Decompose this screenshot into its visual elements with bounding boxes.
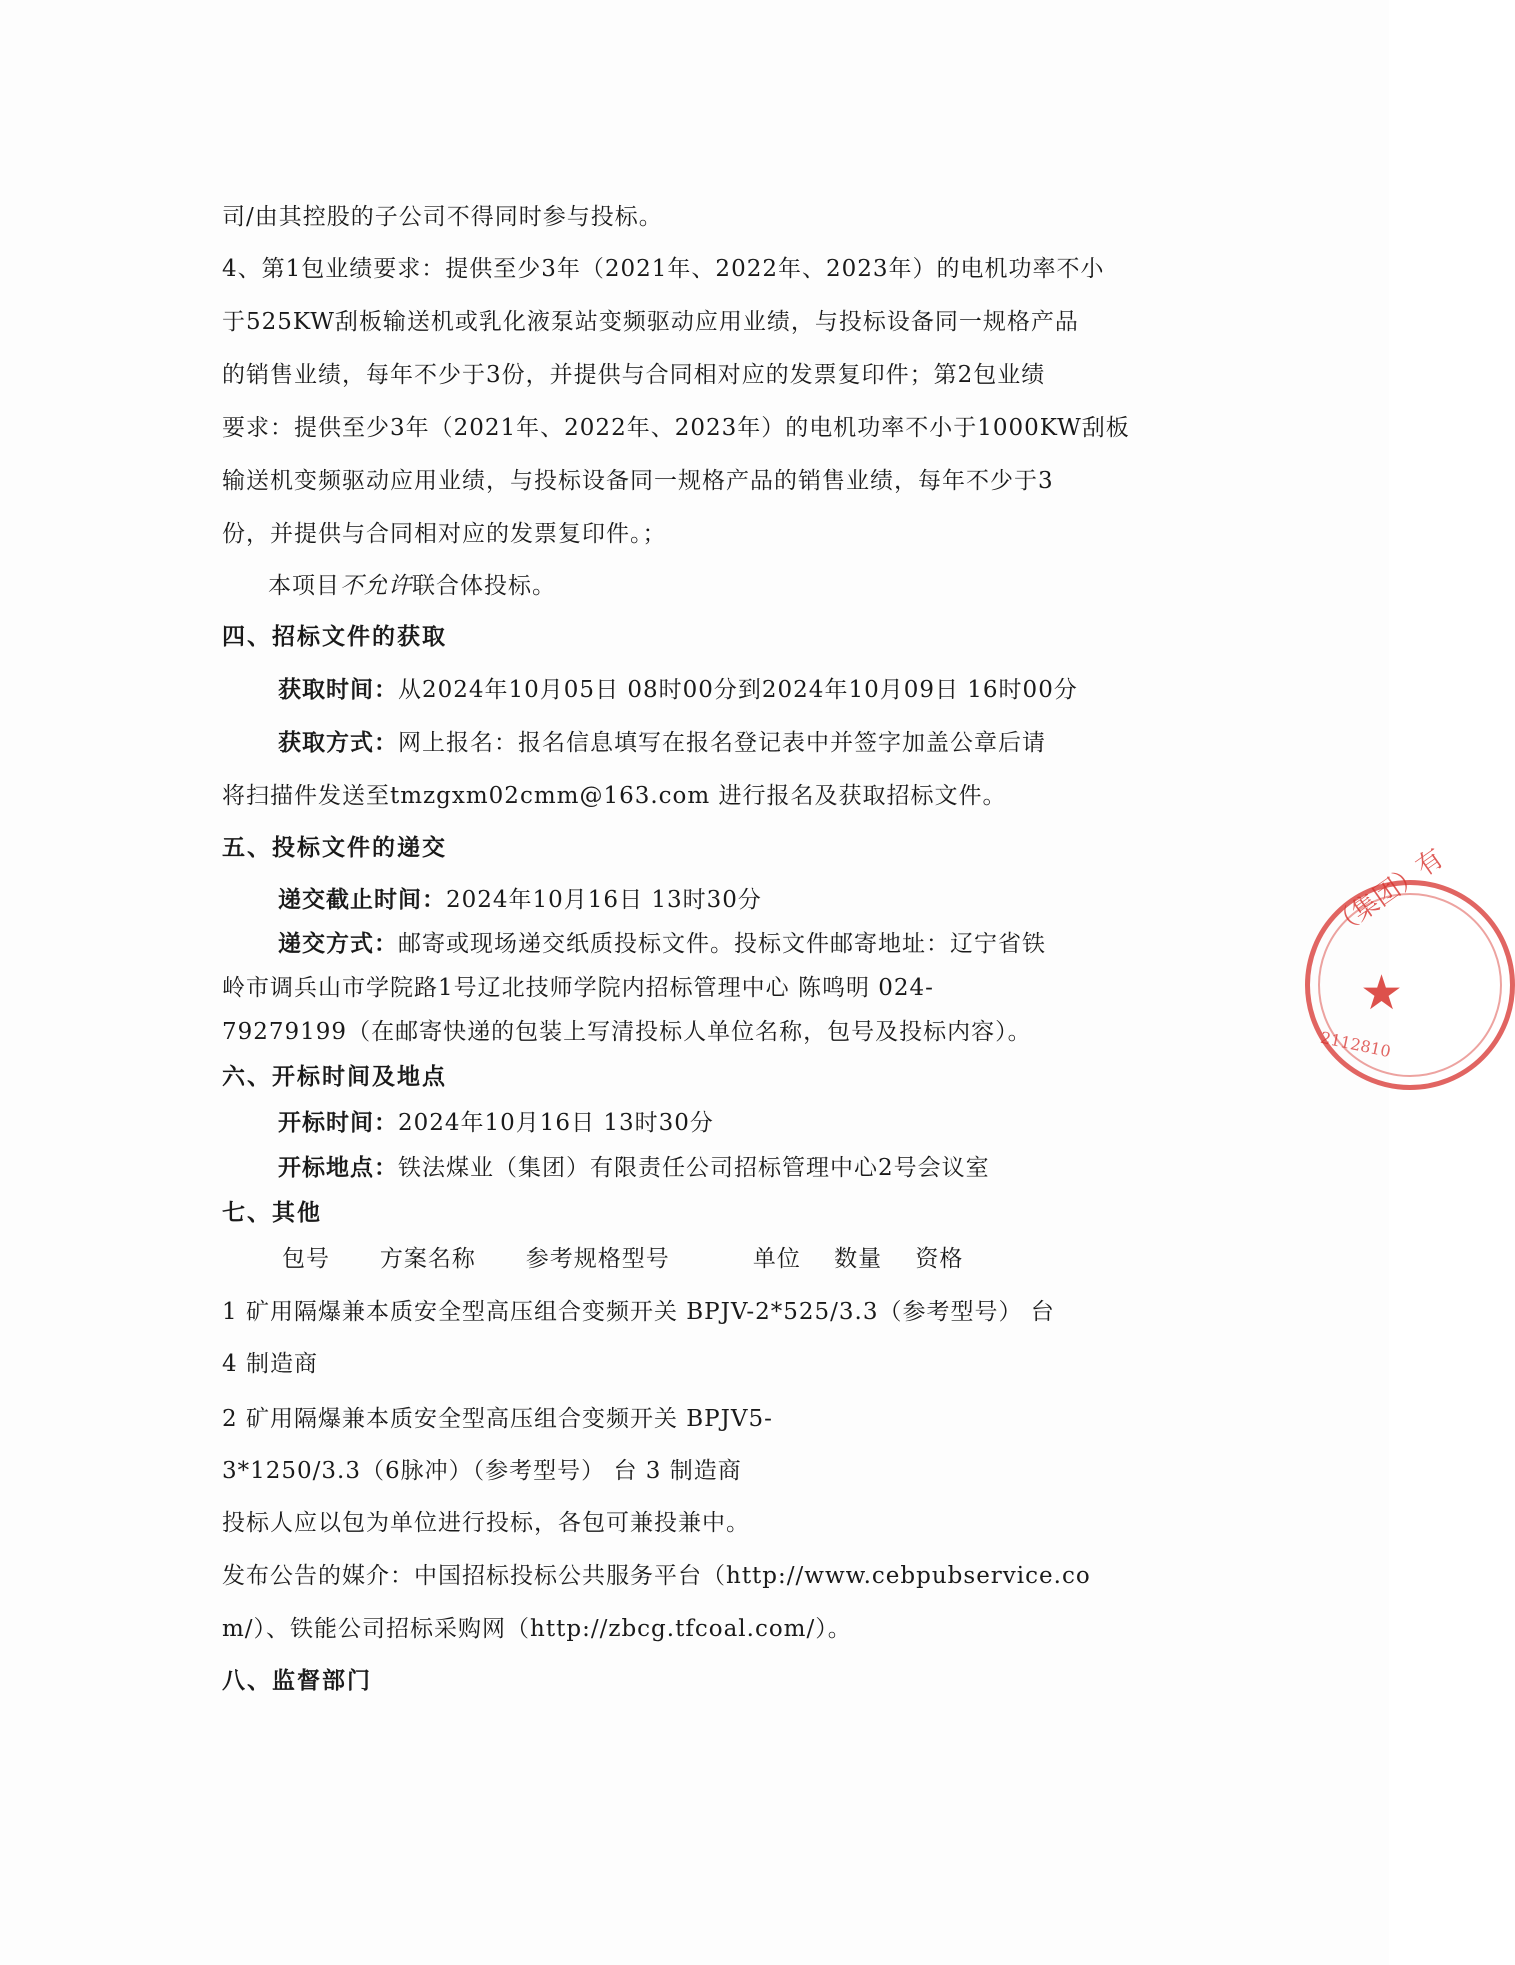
submit-method-label: 递交方式：: [278, 930, 398, 957]
submit-method-line: [278, 929, 1046, 959]
opening-place-value: 铁法煤业（集团）有限责任公司招标管理中心2号会议室: [398, 1155, 990, 1181]
package-row-2-cont: 3*1250/3.3（6脉冲）（参考型号） 台 3 制造商: [222, 1458, 742, 1484]
seal-code: 2112810: [1318, 1027, 1393, 1062]
company-seal-stamp: [1305, 843, 1515, 1090]
opening-place-line: [278, 1153, 990, 1183]
package-row-1: 1 矿用隔爆兼本质安全型高压组合变频开关 BPJV-2*525/3.3（参考型号） 台: [222, 1299, 1055, 1325]
section-heading-7: 七、其他: [222, 1200, 322, 1226]
acquire-method-value: 网上报名：报名信息填写在报名登记表中并签字加盖公章后请: [398, 730, 1046, 756]
acquire-time-line: [278, 675, 1078, 705]
acquire-method-label: 获取方式：: [278, 729, 398, 756]
text-line: 输送机变频驱动应用业绩，与投标设备同一规格产品的销售业绩，每年不少于3: [222, 468, 1054, 494]
section-heading-4: 四、招标文件的获取: [222, 624, 447, 650]
text-line: 岭市调兵山市学院路1号辽北技师学院内招标管理中心 陈鸣明 024-: [222, 975, 934, 1001]
package-row-2: 2 矿用隔爆兼本质安全型高压组合变频开关 BPJV5-: [222, 1406, 773, 1432]
text-line: 司/由其控股的子公司不得同时参与投标。: [222, 204, 663, 230]
section-heading-8: 八、监督部门: [222, 1668, 372, 1694]
opening-time-label: 开标时间：: [278, 1109, 398, 1136]
opening-place-label: 开标地点：: [278, 1154, 398, 1181]
text-line: 投标人应以包为单位进行投标，各包可兼投兼中。: [222, 1510, 750, 1536]
text-line: 79279199（在邮寄快递的包装上写清投标人单位名称，包号及投标内容）。: [222, 1019, 1032, 1045]
text-line: 4、第1包业绩要求：提供至少3年（2021年、2022年、2023年）的电机功率不小: [222, 256, 1105, 282]
acquire-method-line: [278, 728, 1046, 758]
deadline-label: 递交截止时间：: [278, 886, 446, 913]
deadline-value: 2024年10月16日 13时30分: [446, 887, 762, 913]
text-line: 发布公告的媒介：中国招标投标公共服务平台（http://www.cebpubservice.co: [222, 1563, 1091, 1589]
section-heading-6: 六、开标时间及地点: [222, 1064, 447, 1090]
section-heading-5: 五、投标文件的递交: [222, 835, 447, 861]
text-line: 份，并提供与合同相对应的发票复印件。；: [222, 521, 667, 547]
acquire-time-value: 从2024年10月05日 08时00分到2024年10月09日 16时00分: [398, 677, 1078, 703]
consortium-not-allowed: 不允许: [340, 573, 412, 599]
seal-text: （集团）有: [1325, 843, 1450, 943]
text-line: m/）、铁能公司招标采购网（http://zbcg.tfcoal.com/）。: [222, 1616, 852, 1642]
opening-time-line: [278, 1108, 714, 1138]
text-line: 于525KW刮板输送机或乳化液泵站变频驱动应用业绩，与投标设备同一规格产品: [222, 309, 1079, 335]
text-line: 要求：提供至少3年（2021年、2022年、2023年）的电机功率不小于1000KW刮板: [222, 415, 1130, 441]
package-table-header: 包号 方案名称 参考规格型号 单位 数量 资格: [282, 1246, 964, 1272]
consortium-suffix: 联合体投标。: [412, 573, 556, 599]
submit-method-value: 邮寄或现场递交纸质投标文件。投标文件邮寄地址：辽宁省铁: [398, 931, 1046, 957]
acquire-time-label: 获取时间：: [278, 676, 398, 703]
package-row-1-cont: 4 制造商: [222, 1351, 318, 1377]
deadline-line: [278, 885, 762, 915]
seal-star-icon: ★: [1360, 965, 1404, 1021]
consortium-prefix: 本项目: [268, 573, 340, 599]
opening-time-value: 2024年10月16日 13时30分: [398, 1110, 714, 1136]
text-line: 将扫描件发送至tmzgxm02cmm@163.com 进行报名及获取招标文件。: [222, 783, 1007, 809]
consortium-line: [268, 571, 556, 601]
text-line: 的销售业绩，每年不少于3份，并提供与合同相对应的发票复印件；第2包业绩: [222, 362, 1046, 388]
